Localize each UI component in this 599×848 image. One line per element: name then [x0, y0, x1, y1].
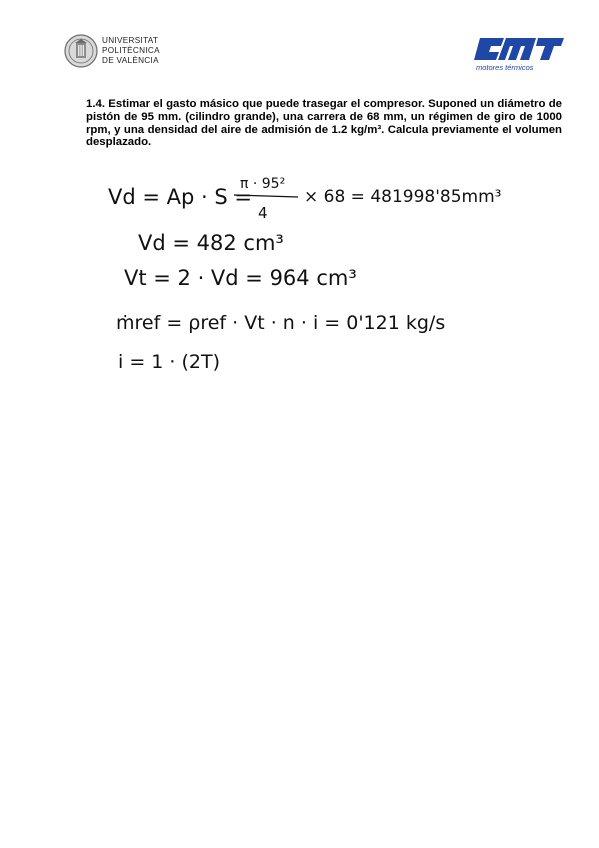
upv-seal-icon [64, 34, 98, 68]
cmt-subtitle: motores térmicos [476, 63, 534, 72]
upv-line-2: POLITÈCNICA [102, 46, 160, 55]
hw-line5: i = 1 · (2T) [118, 351, 221, 373]
hw-line4: ṁref = ρref · Vt · n · i = 0'121 kg/s [116, 312, 446, 334]
cmt-logo-text: cmt [519, 54, 521, 55]
hw-line2: Vd = 482 cm³ [138, 231, 284, 255]
upv-logo [64, 34, 174, 72]
cmt-logo-icon [474, 36, 564, 62]
hw-line1-denominator: 4 [258, 204, 268, 222]
upv-line-3: DE VALÈNCIA [102, 56, 159, 65]
hw-line1-lhs: Vd = Ap · S = [108, 185, 252, 209]
handwritten-solution [108, 168, 538, 388]
hw-line1-numerator: π · 95² [240, 176, 286, 192]
hw-line3: Vt = 2 · Vd = 964 cm³ [124, 266, 357, 290]
question-statement: 1.4. Estimar el gasto másico que puede trasegar el compresor. Suponed un diámetro de pistón de 95 mm. (cilindro grande), una carrera de 68 mm, un régimen de giro de 1000 rpm, y una densidad del aire de admisión de 1.2 kg/m³. Calcula previamente el volumen desplazado. [86, 98, 562, 149]
hw-line1-rhs: × 68 = 481998'85mm³ [304, 187, 502, 207]
upv-name [102, 36, 160, 66]
upv-line-1: UNIVERSITAT [102, 36, 159, 45]
cmt-logo [474, 36, 564, 72]
